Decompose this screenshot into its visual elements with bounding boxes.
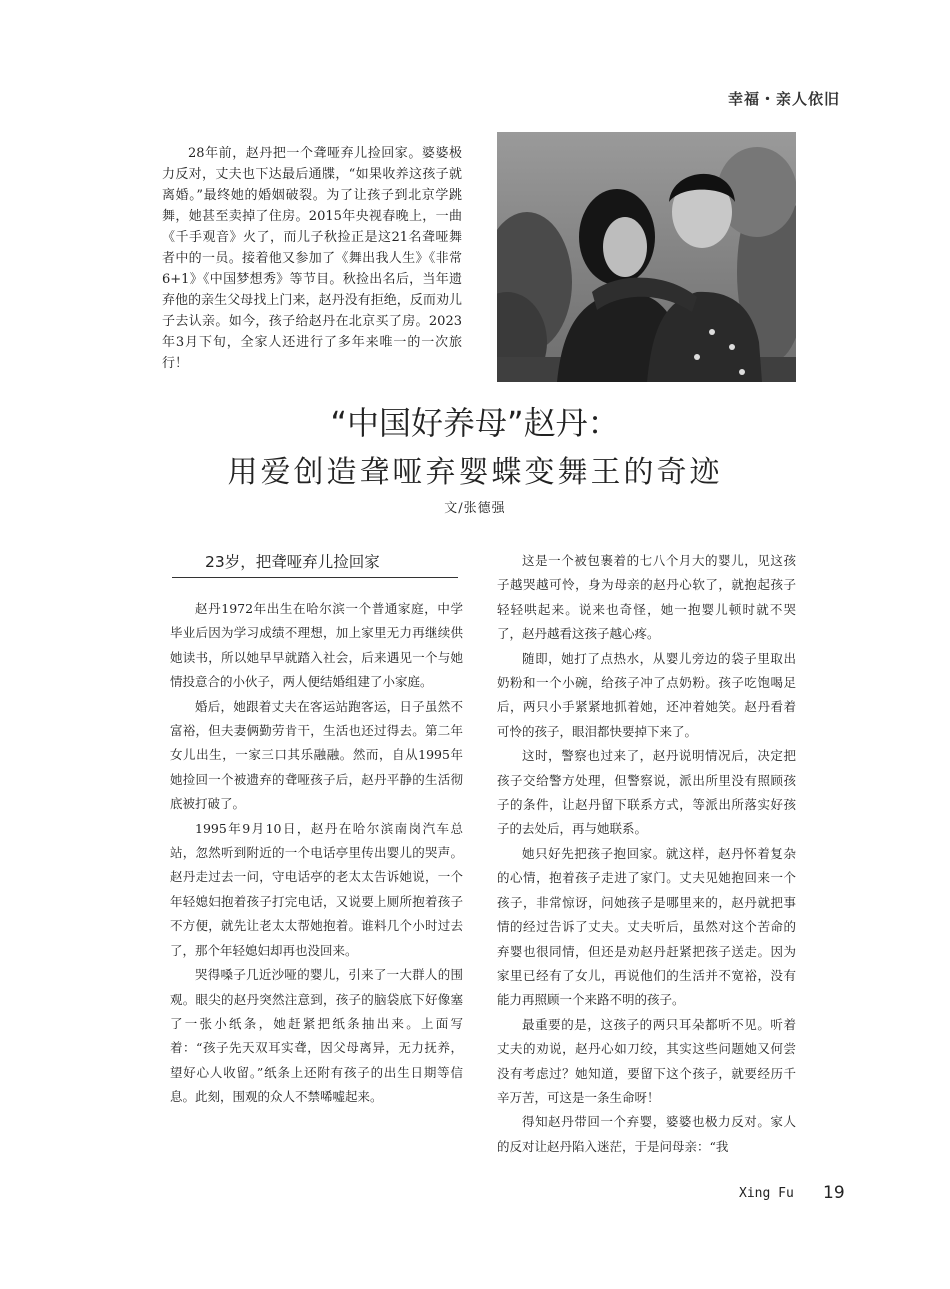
paragraph: 婚后，她跟着丈夫在客运站跑客运，日子虽然不富裕，但夫妻俩勤劳肯干，生活也还过得去。第二年女儿出生，一家三口其乐融融。然而，自从1995年她捡回一个被遗弃的聋哑孩子后，赵丹平静的生活彻底被打破了。 xyxy=(170,698,463,812)
paragraph: 她只好先把孩子抱回家。就这样，赵丹怀着复杂的心情，抱着孩子走进了家门。丈夫见她抱回来一个孩子，非常惊讶，问她孩子是哪里来的，赵丹就把事情的经过告诉了丈夫。丈夫听后，虽然对这个苦命的弃婴也很同情，但还是劝赵丹赶紧把孩子送走。因为家里已经有了女儿，再说他们的生活并不宽裕，没有能力再照顾一个来路不明的孩子。 xyxy=(497,845,796,1008)
paragraph: 最重要的是，这孩子的两只耳朵都听不见。听着丈夫的劝说，赵丹心如刀绞，其实这些问题她又何尝没有考虑过？她知道，要留下这个孩子，就要经历千辛万苦，可这是一条生命呀！ xyxy=(497,1016,796,1105)
paragraph: 这时，警察也过来了，赵丹说明情况后，决定把孩子交给警方处理，但警察说，派出所里没有照顾孩子的条件，让赵丹留下联系方式，等派出所落实好孩子的去处后，再与她联系。 xyxy=(497,748,796,837)
intro-summary xyxy=(162,143,462,374)
paragraph: 赵丹1972年出生在哈尔滨一个普通家庭，中学毕业后因为学习成绩不理想，加上家里无力再继续供她读书，所以她早早就踏入社会，后来遇见一个与她情投意合的小伙子，两人便结婚组建了小家庭。 xyxy=(170,601,463,690)
paragraph: 哭得嗓子几近沙哑的婴儿，引来了一大群人的围观。眼尖的赵丹突然注意到，孩子的脑袋底下好像塞了一张小纸条，她赶紧把纸条抽出来。上面写着：“孩子先天双耳实聋，因父母离异，无力抚养，望好心人收留。”纸条上还附有孩子的出生日期等信息。此刻，围观的众人不禁唏嘘起来。 xyxy=(170,967,463,1105)
article-subtitle: 用爱创造聋哑弃婴蝶变舞王的奇迹 xyxy=(227,455,723,490)
page-number: 19 xyxy=(823,1183,845,1203)
right-column xyxy=(497,549,796,1159)
left-column xyxy=(170,597,463,1110)
paragraph: 得知赵丹带回一个弃婴，婆婆也极力反对。家人的反对让赵丹陷入迷茫，于是问母亲：“我 xyxy=(497,1114,796,1154)
paragraph: 这是一个被包裹着的七八个月大的婴儿，见这孩子越哭越可怜，身为母亲的赵丹心软了，就抱起孩子轻轻哄起来。说来也奇怪，她一抱婴儿顿时就不哭了，赵丹越看这孩子越心疼。 xyxy=(497,553,796,642)
section-header: 幸福・亲人依旧 xyxy=(727,90,840,108)
photo-illustration xyxy=(497,132,796,382)
article-title: “中国好养母”赵丹： xyxy=(330,404,620,442)
mother-son-photo xyxy=(497,132,796,382)
paragraph: 1995年9月10日，赵丹在哈尔滨南岗汽车总站，忽然听到附近的一个电话亭里传出婴儿的哭声。赵丹走过去一问，守电话亭的老太太告诉她说，一个年轻媳妇抱着孩子打完电话，又说要上厕所抱着孩子不方便，就先让老太太帮她抱着。谁料几个小时过去了，那个年轻媳妇却再也没回来。 xyxy=(170,820,463,958)
intro-text: 28年前，赵丹把一个聋哑弃儿捡回家。婆婆极力反对，丈夫也下达最后通牒，“如果收养这孩子就离婚。”最终她的婚姻破裂。为了让孩子到北京学跳舞，她甚至卖掉了住房。2015年央视春晚上，一曲《千手观音》火了，而儿子秋捡正是这21名聋哑舞者中的一员。接着他又参加了《舞出我人生》《非常6+1》《中国梦想秀》等节目。秋捡出名后，当年遗弃他的亲生父母找上门来，赵丹没有拒绝，反而劝儿子去认亲。如今，孩子给赵丹在北京买了房。2023年3月下旬，全家人还进行了多年来唯一的一次旅行！ xyxy=(162,146,462,371)
magazine-name: Xing Fu xyxy=(739,1186,794,1201)
section-heading: 23岁，把聋哑弃儿捡回家 xyxy=(172,550,458,578)
author-byline: 文/张德强 xyxy=(444,501,506,516)
paragraph: 随即，她打了点热水，从婴儿旁边的袋子里取出奶粉和一个小碗，给孩子冲了点奶粉。孩子吃饱喝足后，两只小手紧紧地抓着她，还冲着她笑。赵丹看着可怜的孩子，眼泪都快要掉下来了。 xyxy=(497,650,796,739)
